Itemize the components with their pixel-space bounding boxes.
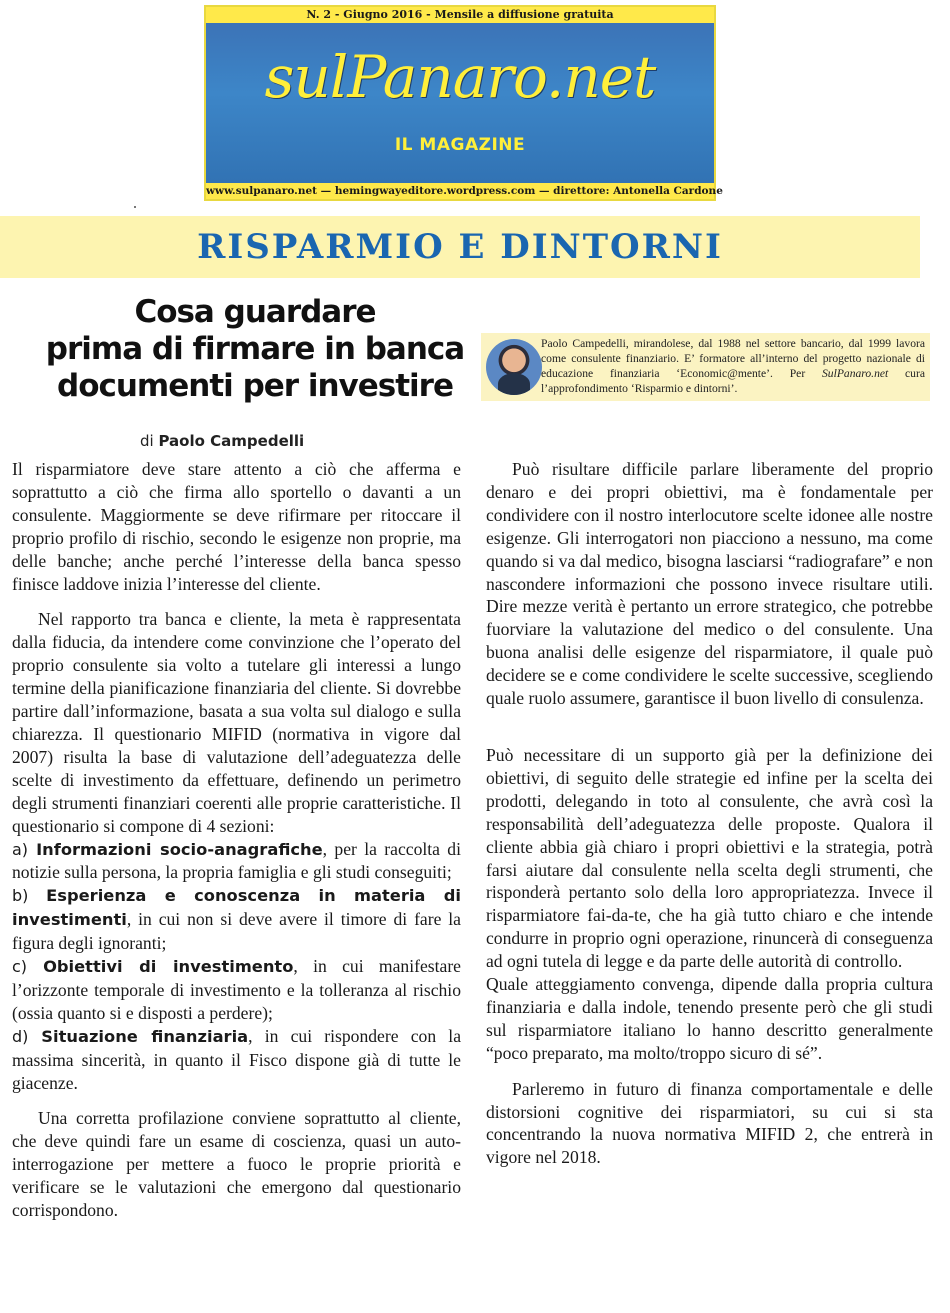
- list-item-title: Informazioni socio-anagrafiche: [36, 839, 323, 859]
- list-item-text: , in cui non si deve avere il timore di fare la figura degli ignoranti;: [12, 909, 461, 954]
- list-item-text: , in cui rispondere con la massima sincerità, in quanto il Fisco dispone già di tutte le giacenze.: [12, 1025, 462, 1093]
- masthead-footer-line: www.sulpanaro.net — hemingwayeditore.wordpress.com — direttore: Antonella Cardone: [206, 185, 723, 197]
- article-column-left: [12, 458, 461, 1222]
- list-item-title: Obiettivi di investimento: [43, 957, 294, 977]
- author-bio-text: Paolo Campedelli, mirandolese, dal 1988 nel settore bancario, dal 1999 lavora come consulente finanziario. E’ formatore all’interno del progetto nazionale di educazione finanziaria ‘Economic@mente’. Per: [541, 337, 925, 380]
- article-column-right: [486, 458, 933, 1169]
- issue-line: N. 2 - Giugno 2016 - Mensile a diffusione gratuita: [206, 7, 714, 23]
- headline-line-2: prima di firmare in banca: [45, 331, 465, 367]
- list-item-title: Situazione finanziaria: [41, 1026, 249, 1046]
- paragraph: Una corretta profilazione conviene soprattutto al cliente, che deve quindi fare un esame di coscienza, quasi un auto-interrogazione per mettere a fuoco le proprie priorità e verificare se le valutazioni che emergono dal questionario corrispondono.: [12, 1108, 461, 1221]
- author-bio: [541, 336, 925, 396]
- brand-logo: sulPanaro.net: [264, 43, 656, 111]
- section-banner: [0, 216, 920, 278]
- magazine-subtitle: IL MAGAZINE: [394, 135, 526, 155]
- list-item: [12, 838, 461, 885]
- author-portrait-icon: [486, 339, 542, 395]
- author-bio-text-end: cura l’approfondimento ‘Risparmio e dintorni’.: [541, 367, 925, 395]
- paragraph: Il risparmiatore deve stare attento a ciò che afferma e soprattutto a ciò che firma allo sportello o davanti a un consulente. Maggiormente se deve rifirmare per ritoccare il proprio profilo di rischio, secondo le esigenze non proprie, ma delle banche; anche perché l’interesse della banca spesso finisce laddove inizia l’interesse del cliente.: [12, 459, 461, 594]
- byline-prefix: di: [140, 432, 159, 450]
- list-item-text: , per la raccolta di notizie sulla persona, la propria famiglia e gli studi conseguiti;: [12, 838, 461, 883]
- list-item-prefix: c): [12, 957, 44, 977]
- paragraph: Può necessitare di un supporto già per la definizione dei obiettivi, di seguito delle strategie ed infine per la scelta dei prodotti, delegando in toto al consulente, che avrà così la responsabilità dell’adeguatezza delle proposte. Qualora il cliente abbia già chiaro i propri obiettivi e la strategia, potrà farsi aiutare dal consulente nella scelta degli strumenti, che risponderà pertanto solo della loro appropriatezza. Invece il risparmiatore fai-da-te, che ha già tutto chiaro e che intende condurre in proprio ogni operazione, rinuncerà di conseguenza ad ogni tutela di legge e da parte delle autorità di controllo.: [486, 744, 933, 972]
- list-item-text: , in cui manifestare l’orizzonte temporale di investimento e la tolleranza al rischio (ossia quanto si e disposti a perdere);: [12, 956, 461, 1023]
- byline: [140, 432, 304, 450]
- list-item-prefix: a): [12, 839, 37, 859]
- paragraph: Quale atteggiamento convenga, dipende dalla propria cultura finanziaria e dalla indole, tenendo presente però che gli studi sul risparmiatore italiano lo hanno descritto generalmente “poco preparato, ma molto/troppo sicuro di sé”.: [486, 974, 933, 1063]
- list-item: [12, 1025, 461, 1095]
- headline-line-3: documenti per investire: [57, 368, 453, 404]
- article-headline: [30, 294, 480, 405]
- list-item-title: Esperienza e conoscenza in materia di investimenti: [12, 886, 462, 930]
- section-title: RISPARMIO E DINTORNI: [197, 227, 723, 267]
- paragraph: Può risultare difficile parlare liberamente del proprio denaro e dei propri obiettivi, ma è fondamentale per condividere con il nostro interlocutore scelte idonee alle nostre esigenze. Gli interrogatori non piacciono a nessuno, ma come quando si va dal medico, bisogna lasciarsi “radiografare” e non nascondere informazioni che possono invece risultare utili. Dire mezze verità è pertanto un errore strategico, che potrebbe fuorviare la valutazione del medico o del consulente. Una buona analisi delle esigenze del risparmiatore, il quale può decidere se e come condividere le scelte successive, scegliendo quale ruolo assumere, garantisce il buon livello di consulenza.: [486, 459, 933, 709]
- byline-author: Paolo Campedelli: [158, 432, 305, 450]
- list-item-prefix: b): [12, 886, 47, 906]
- list-item-prefix: d): [12, 1026, 42, 1046]
- masthead: [204, 5, 723, 201]
- list-item: [12, 955, 461, 1025]
- list-item: [12, 884, 461, 955]
- headline-line-1: Cosa guardare: [134, 294, 376, 330]
- author-bio-site: SulPanaro.net: [822, 367, 889, 380]
- paragraph: Parleremo in futuro di finanza comportamentale e delle distorsioni cognitive dei risparmiatori, su cui si sta concentrando la nuova normativa MIFID 2, che entrerà in vigore nel 2018.: [486, 1078, 933, 1168]
- author-box: [481, 333, 930, 401]
- paragraph: Nel rapporto tra banca e cliente, la meta è rappresentata dalla fiducia, da intendere come convinzione che l’operato del proprio consulente sia volto a tutelare gli interessi a lungo termine della pianificazione finanziaria del cliente. Si dovrebbe partire dall’informazione, basata a sua volta sul dialogo e sulla chiarezza. Il questionario MIFID (normativa in vigore dal 2007) risulta la base di valutazione dell’adeguatezza delle scelte di investimento da effettuare, definendo un perimetro degli strumenti finanziari coerenti alle proprie caratteristiche. Il questionario si compone di 4 sezioni:: [12, 609, 461, 836]
- print-speck: [134, 206, 136, 208]
